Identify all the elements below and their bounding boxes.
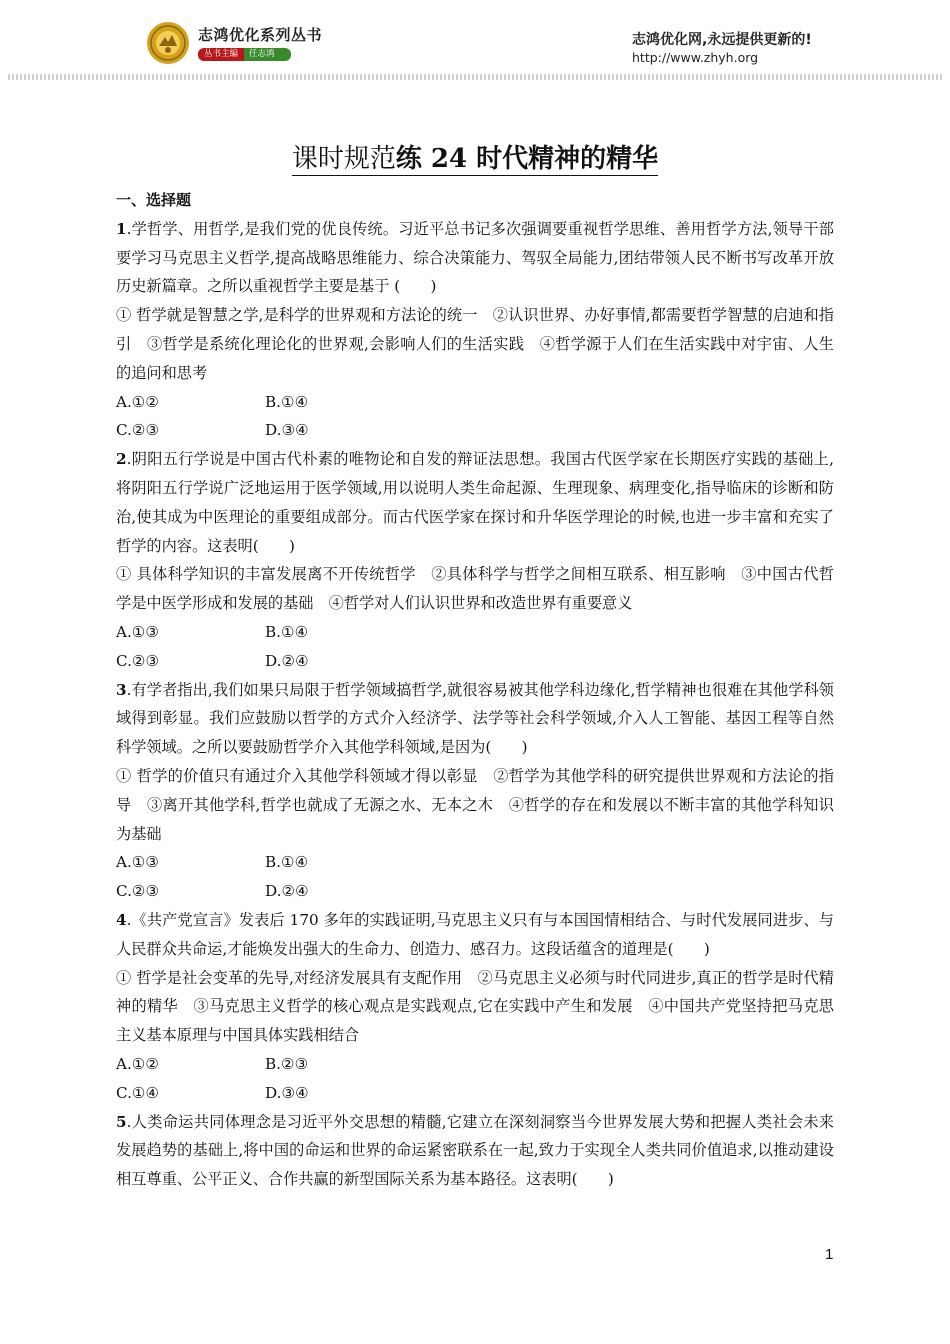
question-stem: .学哲学、用哲学,是我们党的优良传统。习近平总书记多次强调要重视哲学思维、善用哲学方法,领导干部要学习马克思主义哲学,提高战略思维能力、综合决策能力、驾驭全局能力,团结带领人民不断书写改革开放历史新篇章。之所以重视哲学主要是基于 ( ) — [116, 219, 834, 296]
question-number: 1 — [116, 219, 127, 238]
question-statements: ① 哲学就是智慧之学,是科学的世界观和方法论的统一 ②认识世界、办好事情,都需要哲学智慧的启迪和指引 ③哲学是系统化理论化的世界观,会影响人们的生活实践 ④哲学源于人们在生活实践中对宇宙、人生的追问和思考 — [116, 306, 834, 382]
editor-badge — [198, 48, 291, 61]
option-a: A.①③ — [116, 853, 160, 872]
question-item — [116, 676, 834, 906]
question-statements: ① 哲学是社会变革的先导,对经济发展具有支配作用 ②马克思主义必须与时代同进步,真正的哲学是时代精神的精华 ③马克思主义哲学的核心观点是实践观点,它在实践中产生和发展 ④中国共产党坚持把马克思主义基本原理与中国具体实践相结合 — [116, 968, 834, 1045]
question-number: 5 — [116, 1112, 127, 1131]
option-b: B.①④ — [265, 392, 309, 411]
section-heading: 一、选择题 — [116, 191, 192, 209]
title-main: 练 24 时代精神的精华 — [395, 144, 659, 174]
question-statements: ① 哲学的价值只有通过介入其他学科领域才得以彰显 ②哲学为其他学科的研究提供世界观和方法论的指导 ③离开其他学科,哲学也就成了无源之水、无本之木 ④哲学的存在和发展以不断丰富的其他学科知识为基础 — [116, 766, 834, 843]
title-prefix: 课时规范 — [291, 144, 396, 174]
question-stem: .阴阳五行学说是中国古代朴素的唯物论和自发的辩证法思想。我国古代医学家在长期医疗实践的基础上,将阴阳五行学说广泛地运用于医学领域,用以说明人类生命起源、生理现象、病理变化,指导临床的诊断和防治,使其成为中医理论的重要组成部分。而古代医学家在探讨和升华医学理论的时候,也进一步丰富和充实了哲学的内容。这表明( ) — [116, 450, 834, 555]
question-statements: ① 具体科学知识的丰富发展离不开传统哲学 ②具体科学与哲学之间相互联系、相互影响 ③中国古代哲学是中医学形成和发展的基础 ④哲学对人们认识世界和改造世界有重要意义 — [116, 565, 834, 613]
option-b: B.①④ — [265, 622, 309, 641]
series-title: 志鸿优化系列丛书 — [198, 26, 323, 44]
option-c: C.①④ — [116, 1083, 160, 1102]
page-number: 1 — [825, 1246, 834, 1263]
question-item — [116, 445, 834, 675]
publisher-logo-icon — [146, 21, 190, 65]
page-header — [0, 0, 950, 82]
option-c: C.②③ — [116, 882, 160, 901]
editor-name: 任志鸿 — [244, 48, 291, 61]
editor-label: 丛书主编 — [198, 48, 244, 61]
question-number: 4 — [116, 910, 127, 929]
option-a: A.①③ — [116, 622, 160, 641]
option-b: B.②③ — [265, 1054, 309, 1073]
question-item — [116, 215, 834, 445]
question-stem: .有学者指出,我们如果只局限于哲学领域搞哲学,就很容易被其他学科边缘化,哲学精神也很难在其他学科领域得到彰显。我们应鼓励以哲学的方式介入经济学、法学等社会科学领域,介入人工智能、基因工程等自然科学领域。之所以要鼓励哲学介入其他学科领域,是因为( ) — [116, 680, 834, 757]
question-number: 2 — [116, 450, 127, 469]
question-number: 3 — [116, 680, 127, 699]
option-d: D.②④ — [265, 882, 309, 901]
option-d: D.③④ — [265, 421, 309, 440]
question-stem: .《共产党宣言》发表后 170 多年的实践证明,马克思主义只有与本国国情相结合、与时代发展同进步、与人民群众共命运,才能焕发出强大的生命力、创造力、感召力。这段话蕴含的道理是( ) — [116, 910, 834, 958]
question-list — [116, 186, 834, 1194]
option-a: A.①② — [116, 392, 160, 411]
header-divider — [8, 74, 942, 80]
page-title — [0, 138, 950, 175]
option-a: A.①② — [116, 1054, 160, 1073]
question-item — [116, 906, 834, 1108]
option-d: D.②④ — [265, 651, 309, 670]
option-c: C.②③ — [116, 421, 160, 440]
option-d: D.③④ — [265, 1083, 309, 1102]
option-c: C.②③ — [116, 651, 160, 670]
question-item — [116, 1108, 834, 1194]
site-url[interactable]: http://www.zhyh.org — [632, 50, 759, 65]
site-slogan: 志鸿优化网,永远提供更新的! — [632, 32, 812, 48]
option-b: B.①④ — [265, 853, 309, 872]
question-stem: .人类命运共同体理念是习近平外交思想的精髓,它建立在深刻洞察当今世界发展大势和把握人类社会未来发展趋势的基础上,将中国的命运和世界的命运紧密联系在一起,致力于实现全人类共同价值追求,以推动建设相互尊重、公平正义、合作共赢的新型国际关系为基本路径。这表明( ) — [116, 1112, 834, 1189]
